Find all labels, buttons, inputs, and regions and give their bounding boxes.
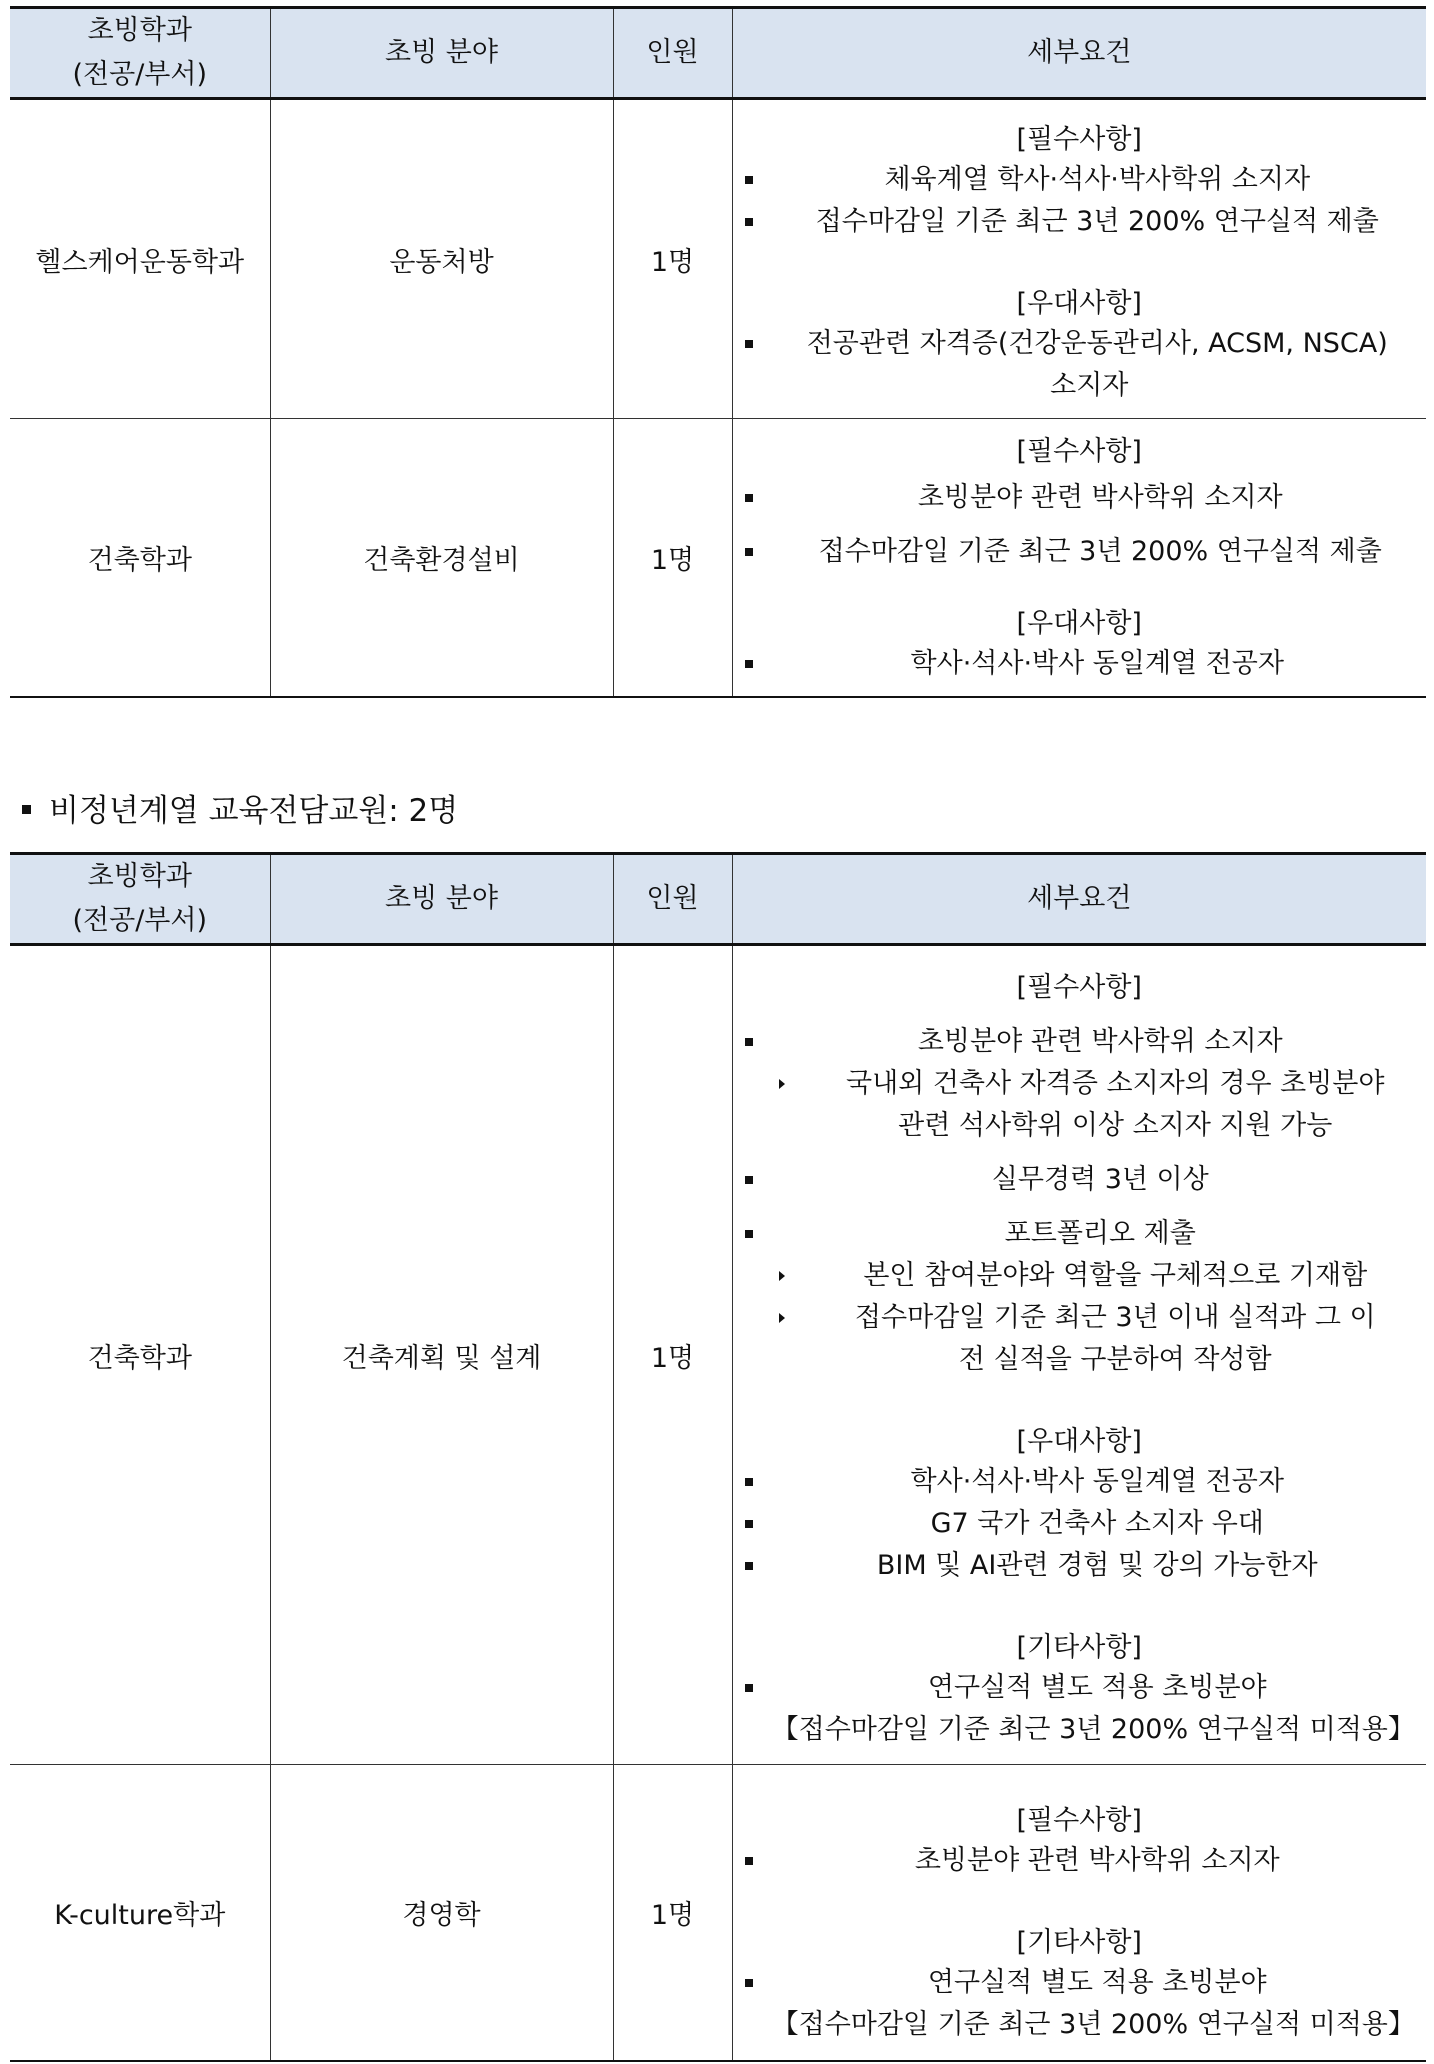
dept-cell: 헬스케어운동학과 (10, 99, 270, 419)
table-row (10, 1765, 1426, 2061)
preferred-item: 학사·석사·박사 동일계열 전공자 (733, 1461, 1427, 1503)
other-heading: [기타사항] (1016, 1927, 1142, 1959)
other-heading: [기타사항] (1016, 1632, 1142, 1663)
required-item: 포트폴리오 제출 (733, 1213, 1427, 1255)
details-cell (732, 1765, 1426, 2061)
field-cell: 건축환경설비 (270, 419, 613, 697)
required-subitem: 접수마감일 기준 최근 3년 이내 실적과 그 이 (733, 1297, 1427, 1339)
required-heading: [필수사항] (1016, 1805, 1142, 1837)
header-field: 초빙 분야 (270, 8, 613, 99)
header-count: 인원 (613, 854, 732, 945)
required-subitem: 국내외 건축사 자격증 소지자의 경우 초빙분야 (733, 1063, 1427, 1105)
details-cell (732, 419, 1426, 697)
table-row (10, 419, 1426, 697)
field-cell: 건축계획 및 설계 (270, 945, 613, 1765)
preferred-item: G7 국가 건축사 소지자 우대 (733, 1503, 1427, 1545)
required-subitem-continued: 전 실적을 구분하여 작성함 (958, 1344, 1272, 1375)
header-dept-line2: (전공/부서) (72, 905, 207, 936)
section-title-text: 비정년계열 교육전담교원: 2명 (49, 793, 459, 829)
count-cell: 1명 (613, 99, 732, 419)
dept-cell: K-culture학과 (10, 1765, 270, 2061)
header-field: 초빙 분야 (270, 854, 613, 945)
header-dept-line2: (전공/부서) (72, 59, 207, 90)
dept-cell: 건축학과 (10, 419, 270, 697)
field-cell: 운동처방 (270, 99, 613, 419)
count-cell: 1명 (613, 1765, 732, 2061)
preferred-heading: [우대사항] (1016, 608, 1142, 640)
table-header-row (10, 854, 1426, 945)
section-title (22, 788, 458, 834)
preferred-item: BIM 및 AI관련 경험 및 강의 가능한자 (733, 1545, 1427, 1587)
required-item: 체육계열 학사·석사·박사학위 소지자 (733, 159, 1427, 201)
preferred-heading: [우대사항] (1016, 1426, 1142, 1457)
details-cell (732, 99, 1426, 419)
count-cell: 1명 (613, 419, 732, 697)
required-item: 초빙분야 관련 박사학위 소지자 (733, 471, 1427, 525)
required-heading: [필수사항] (1016, 436, 1142, 468)
details-cell (732, 945, 1426, 1765)
table-row (10, 945, 1426, 1765)
other-note: 【접수마감일 기준 최근 3년 200% 연구실적 미적용】 (771, 2009, 1415, 2041)
required-subitem-continued: 관련 석사학위 이상 소지자 지원 가능 (898, 1110, 1333, 1141)
required-heading: [필수사항] (1016, 972, 1142, 1003)
recruitment-table-1 (10, 6, 1426, 698)
header-details: 세부요건 (732, 8, 1426, 99)
preferred-heading: [우대사항] (1016, 288, 1142, 319)
required-subitem: 본인 참여분야와 역할을 구체적으로 기재함 (733, 1255, 1427, 1297)
field-cell: 경영학 (270, 1765, 613, 2061)
required-item: 초빙분야 관련 박사학위 소지자 (733, 1840, 1427, 1882)
table-row (10, 99, 1426, 419)
preferred-item-continued: 소지자 (1050, 370, 1129, 401)
header-dept (10, 854, 270, 945)
other-item: 연구실적 별도 적용 초빙분야 (733, 1962, 1427, 2004)
required-item: 실무경력 3년 이상 (733, 1159, 1427, 1201)
recruitment-table-2 (10, 852, 1426, 2062)
header-dept-line1: 초빙학과 (87, 15, 192, 46)
count-cell: 1명 (613, 945, 732, 1765)
preferred-item: 학사·석사·박사 동일계열 전공자 (733, 643, 1427, 685)
other-item: 연구실적 별도 적용 초빙분야 (733, 1667, 1427, 1709)
table-header-row (10, 8, 1426, 99)
required-item: 초빙분야 관련 박사학위 소지자 (733, 1021, 1427, 1063)
square-bullet-icon (22, 805, 31, 814)
header-dept-line1: 초빙학과 (87, 861, 192, 892)
preferred-item: 전공관련 자격증(건강운동관리사, ACSM, NSCA) (733, 323, 1427, 365)
required-item: 접수마감일 기준 최근 3년 200% 연구실적 제출 (733, 201, 1427, 243)
header-details: 세부요건 (732, 854, 1426, 945)
required-heading: [필수사항] (1016, 124, 1142, 155)
other-note: 【접수마감일 기준 최근 3년 200% 연구실적 미적용】 (771, 1714, 1415, 1745)
header-count: 인원 (613, 8, 732, 99)
header-dept (10, 8, 270, 99)
required-item: 접수마감일 기준 최근 3년 200% 연구실적 제출 (733, 525, 1427, 579)
dept-cell: 건축학과 (10, 945, 270, 1765)
